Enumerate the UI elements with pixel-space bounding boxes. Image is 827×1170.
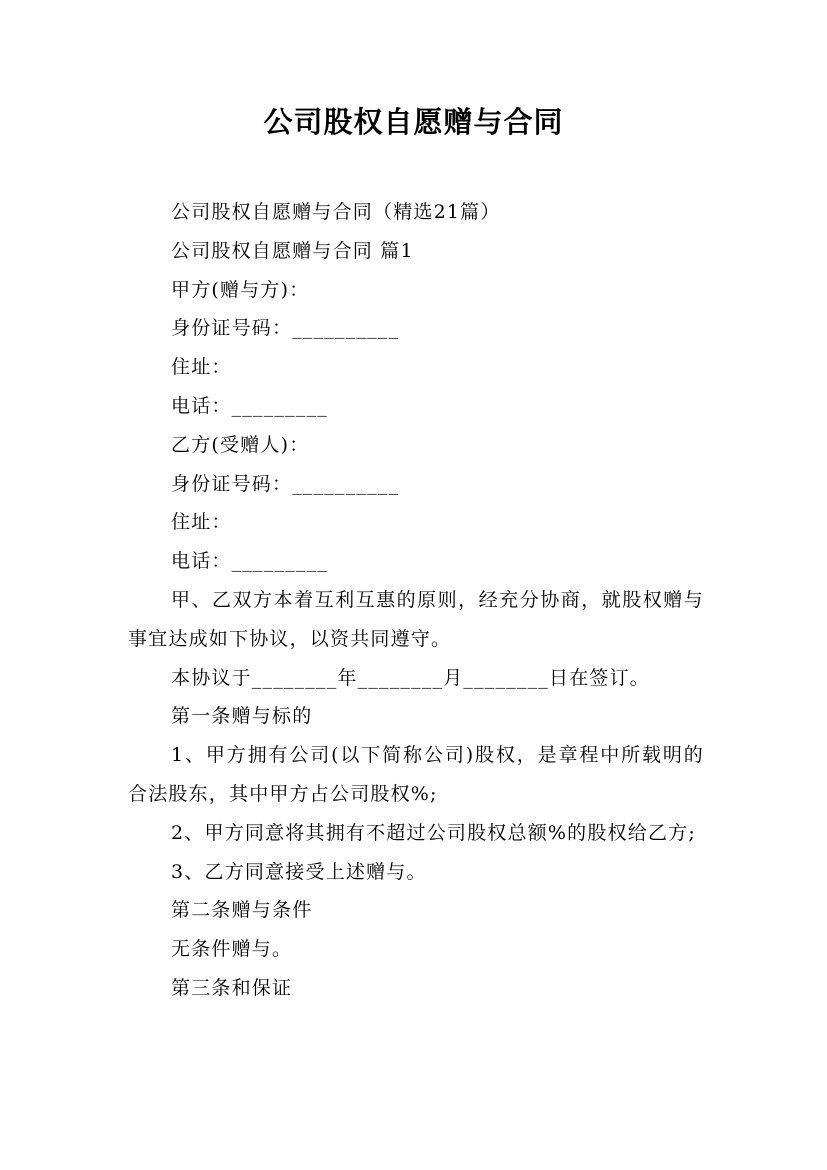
document-body bbox=[128, 193, 704, 1008]
paragraph-party-a: 甲方(赠与方)： bbox=[171, 278, 310, 301]
document-title: 公司股权自愿赠与合同 bbox=[263, 105, 564, 139]
paragraph-section-heading: 公司股权自愿赠与合同 篇1 bbox=[171, 239, 414, 262]
paragraph-party-b-id: 身份证号码：__________ bbox=[171, 472, 400, 495]
paragraph-article-1-item-1: 1、甲方拥有公司(以下简称公司)股权，是章程中所载明的合法股东，其中甲方占公司股权%; bbox=[128, 744, 704, 805]
paragraph-subtitle: 公司股权自愿赠与合同（精选21篇） bbox=[171, 201, 501, 223]
paragraph-article-2-content: 无条件赠与。 bbox=[171, 938, 293, 961]
paragraph-article-1-item-3: 3、乙方同意接受上述赠与。 bbox=[171, 860, 427, 883]
paragraph-agreement-intro: 甲、乙双方本着互利互惠的原则，经充分协商，就股权赠与事宜达成如下协议，以资共同遵守。 bbox=[128, 588, 704, 650]
paragraph-party-a-phone: 电话：_________ bbox=[171, 394, 328, 417]
paragraph-party-a-address: 住址： bbox=[171, 356, 232, 379]
paragraph-article-3: 第三条和保证 bbox=[171, 976, 293, 999]
paragraph-party-b-phone: 电话：_________ bbox=[171, 550, 328, 573]
paragraph-article-1: 第一条赠与标的 bbox=[171, 705, 313, 728]
paragraph-article-1-item-2: 2、甲方同意将其拥有不超过公司股权总额%的股权给乙方; bbox=[171, 821, 696, 844]
paragraph-article-2: 第二条赠与条件 bbox=[171, 899, 313, 922]
paragraph-party-b-address: 住址： bbox=[171, 511, 232, 534]
paragraph-party-b: 乙方(受赠人)： bbox=[171, 433, 310, 456]
paragraph-signing-date: 本协议于________年________月________日在签订。 bbox=[171, 666, 651, 689]
paragraph-party-a-id: 身份证号码：__________ bbox=[171, 317, 400, 340]
